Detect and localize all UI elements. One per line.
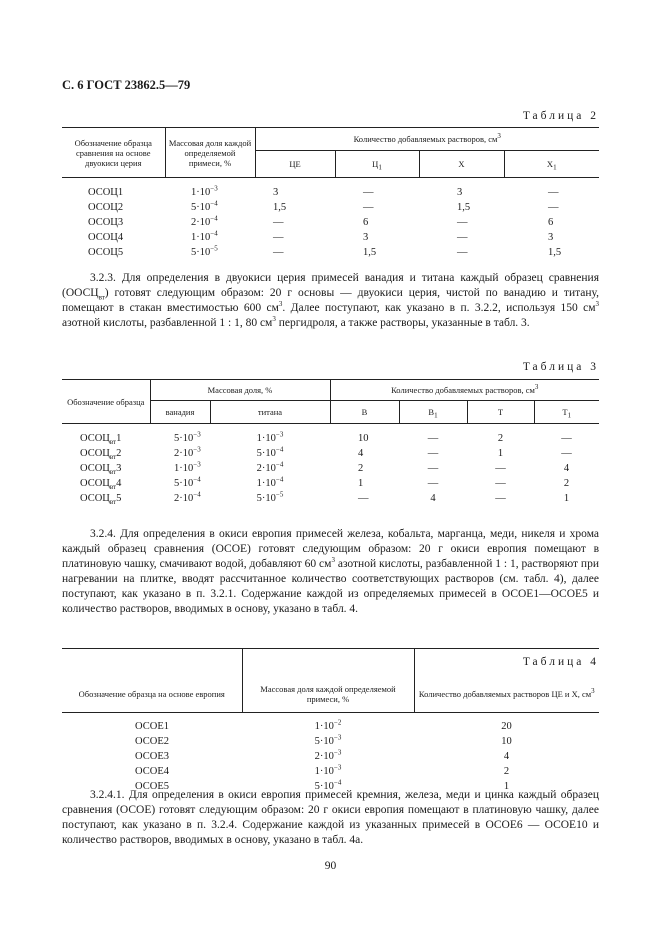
t2-cell-mass: $5\cdot 10^{-4}$ <box>191 199 218 213</box>
t3-cell-titanium: $1\cdot 10^{-4}$ <box>256 475 284 489</box>
t3-col-t1: $Т_1$ <box>534 401 599 424</box>
table-row <box>62 476 599 491</box>
t2-cell-v4: 6 <box>548 217 554 228</box>
table-row <box>62 446 599 461</box>
table-4-label: Таблица 4 <box>522 656 599 668</box>
t3-col-vanadium: ванадия <box>150 401 210 424</box>
t4-cell-name: ОСОЕ4 <box>135 766 169 777</box>
t2-cell-v2: 6 <box>363 217 369 228</box>
t4-cell-mass: $1\cdot 10^{-2}$ <box>314 718 342 732</box>
t3-cell-vanadium: $5\cdot 10^{-3}$ <box>174 430 201 444</box>
t2-cell-v4: 3 <box>548 232 554 243</box>
t4-cell-mass: $2\cdot 10^{-3}$ <box>314 748 342 762</box>
t3-cell-titanium: $5\cdot 10^{-4}$ <box>256 445 284 459</box>
t2-cell-v1: — <box>273 247 284 258</box>
t4-header-qty: Количество добавляемых растворов ЦЕ и Х, $см^3$ <box>418 687 595 699</box>
paragraph-3-2-4-1: 3.2.4.1. Для определения в окиси европия примесей кремния, железа, меди и цинка каждый образец сравнения (ОСОЕ) готовят следующим образом: 20 г окиси европия помещают в платиновую чашку, далее поступают, как указано в п. 3.2.4. Содержание каждой из указанных примесей в ОСОЕ6 — ОСОЕ10 и количество растворов, вводимых в основу, указано в табл. 4а. <box>62 789 599 846</box>
t3-cell-name: $ОСОЦ_{вт}1$ <box>80 433 122 447</box>
t2-cell-mass: $2\cdot 10^{-4}$ <box>191 214 218 228</box>
t3-cell-v3: — <box>495 478 506 489</box>
t2-cell-v3: — <box>457 247 468 258</box>
t3-cell-v1: 2 <box>358 463 364 474</box>
t4-header-sample: Обозначение образца на основе европия <box>62 649 242 713</box>
t2-cell-v3: 3 <box>457 187 463 198</box>
t2-cell-v2: — <box>363 202 374 213</box>
page-number: 90 <box>324 860 337 872</box>
t2-cell-v1: — <box>273 232 284 243</box>
t4-cell-qty: 2 <box>503 766 510 777</box>
t3-cell-v2: — <box>427 433 439 444</box>
t3-cell-vanadium: $2\cdot 10^{-4}$ <box>174 490 201 504</box>
t3-header-qty: Количество добавляемых растворов, $см^3$ <box>391 383 539 395</box>
t3-cell-v1: 4 <box>358 448 364 459</box>
t2-cell-v4: — <box>548 187 559 198</box>
page-header: С. 6 ГОСТ 23862.5—79 <box>62 78 191 92</box>
t3-cell-v2: — <box>427 463 439 474</box>
t3-cell-v4: — <box>561 448 572 459</box>
t3-cell-vanadium: $5\cdot 10^{-4}$ <box>174 475 201 489</box>
t3-cell-v4: 4 <box>563 463 570 474</box>
t2-cell-v2: 3 <box>363 232 369 243</box>
t4-cell-mass: $5\cdot 10^{-4}$ <box>314 778 342 792</box>
t3-cell-name: $ОСОЦ_{вт}3$ <box>80 463 122 477</box>
t3-header-mass: Массовая доля, % <box>150 380 330 401</box>
t2-cell-name: ОСОЦ3 <box>88 217 124 228</box>
t3-cell-v4: 2 <box>563 478 570 489</box>
t4-cell-name: ОСОЕ2 <box>135 736 169 747</box>
t2-cell-v1: 3 <box>273 187 279 198</box>
t3-col-t: Т <box>467 401 534 424</box>
t2-cell-v3: — <box>457 217 468 228</box>
t2-cell-v3: — <box>457 232 468 243</box>
t3-cell-v3: — <box>495 493 506 504</box>
t3-cell-vanadium: $2\cdot 10^{-3}$ <box>174 445 201 459</box>
table-4 <box>62 648 599 794</box>
t2-cell-v3: 1,5 <box>457 202 471 213</box>
table-3-label: Таблица 3 <box>522 361 599 373</box>
t2-header-mass: Массовая доля каждой определяемой примеси, % <box>165 128 255 178</box>
t3-col-b1: $В_1$ <box>399 401 467 424</box>
t2-cell-v1: — <box>273 217 284 228</box>
t3-cell-v4: — <box>561 433 572 444</box>
paragraph-3-2-3: 3.2.3. Для определения в двуокиси церия примесей ванадия и титана каждый образец сравнения $(ООСЦ_{вт})$ готовят следующим образом: 20 г основы — двуокиси церия, чистой по ванадию и титану, помещают в стакан вместимостью 600 $см^3$. Далее поступают, как указано в п. 3.2.2, используя 150 $см^3$ азотной кислоты, разбавленной 1 : 1, 80 $см^3$ пергидроля, а также растворы, указанные в табл. 3. <box>62 272 599 329</box>
t2-cell-name: ОСОЦ5 <box>88 247 124 258</box>
t3-cell-v2: — <box>427 448 439 459</box>
t3-header-sample: Обозначение образца <box>62 380 150 424</box>
t2-cell-mass: $5\cdot 10^{-5}$ <box>191 244 218 258</box>
t2-col-x1: $Х_1$ <box>504 151 599 178</box>
table-row <box>62 178 599 201</box>
t2-cell-v1: 1,5 <box>273 202 287 213</box>
t3-cell-name: $ОСОЦ_{вт}2$ <box>80 448 122 462</box>
paragraph-3-2-4: 3.2.4. Для определения в окиси европия примесей железа, кобальта, марганца, меди, никеля и хрома каждый образец сравнения (ОСОЕ) готовят следующим образом: 20 г окиси европия помещают в платиновую чашку, смачивают водой, добавляют 60 $см^3$ азотной кислоты, разбавленной 1 : 1, растворяют при нагревании на плитке, вводят рассчитанное количество соответствующих растворов (см. табл. 4), далее поступают, как указано в п. 3.2.1. Содержание каждой из определяемых примесей в ОСОЕ1—ОСОЕ5 и количество растворов, вводимых в основу, указано в табл. 4. <box>62 528 599 615</box>
t3-cell-v1: 10 <box>358 433 369 444</box>
table-2 <box>62 127 599 260</box>
table-row <box>62 734 599 749</box>
t3-cell-v3: — <box>495 463 506 474</box>
t3-cell-titanium: $1\cdot 10^{-3}$ <box>256 430 284 444</box>
t2-col-x: Х <box>419 151 504 178</box>
t2-col-c1: $Ц_1$ <box>335 151 419 178</box>
t3-col-titanium: титана <box>210 401 330 424</box>
t4-cell-qty: 10 <box>501 736 512 747</box>
t3-cell-v4: 1 <box>563 493 570 504</box>
table-row <box>62 713 599 735</box>
t4-cell-qty: 4 <box>503 751 510 762</box>
t4-cell-name: ОСОЕ5 <box>135 781 169 792</box>
t2-cell-mass: $1\cdot 10^{-4}$ <box>191 229 218 243</box>
t3-cell-v3: 1 <box>497 448 504 459</box>
t2-cell-v4: — <box>548 202 559 213</box>
t2-cell-v2: 1,5 <box>363 247 377 258</box>
table-row <box>62 200 599 215</box>
t3-cell-v2: — <box>427 478 439 489</box>
t3-cell-v3: 2 <box>497 433 504 444</box>
t4-header-mass: Массовая доля каждой определяемой примеси, % <box>242 649 414 713</box>
table-3 <box>62 379 599 506</box>
t4-cell-qty: 20 <box>501 721 512 732</box>
table-2-label: Таблица 2 <box>522 110 599 122</box>
t3-cell-name: $ОСОЦ_{вт}5$ <box>80 493 122 507</box>
t2-cell-name: ОСОЦ1 <box>88 187 124 198</box>
table-row <box>62 749 599 764</box>
table-row <box>62 764 599 779</box>
t3-cell-titanium: $5\cdot 10^{-5}$ <box>256 490 284 504</box>
t2-cell-v4: 1,5 <box>548 247 562 258</box>
t2-header-qty: Количество добавляемых растворов, $см^3$ <box>353 132 501 144</box>
t3-cell-titanium: $2\cdot 10^{-4}$ <box>256 460 284 474</box>
t2-header-sample: Обозначение образца сравнения на основе двуокиси церия <box>62 128 165 178</box>
t2-cell-name: ОСОЦ4 <box>88 232 124 243</box>
t2-col-ce: ЦЕ <box>255 151 335 178</box>
table-row <box>62 230 599 245</box>
t3-cell-vanadium: $1\cdot 10^{-3}$ <box>174 460 201 474</box>
t2-cell-name: ОСОЦ2 <box>88 202 124 213</box>
t3-cell-name: $ОСОЦ_{вт}4$ <box>80 478 122 492</box>
t2-cell-mass: $1\cdot 10^{-3}$ <box>191 184 218 198</box>
t3-cell-v2: 4 <box>430 493 436 504</box>
t3-cell-v1: — <box>358 493 369 504</box>
table-row <box>62 215 599 230</box>
t4-cell-name: ОСОЕ3 <box>135 751 169 762</box>
t4-cell-qty: 1 <box>503 781 510 792</box>
t3-cell-v1: 1 <box>358 478 364 489</box>
t4-cell-name: ОСОЕ1 <box>135 721 169 732</box>
table-row <box>62 245 599 260</box>
table-row <box>62 491 599 506</box>
t3-col-b: В <box>330 401 399 424</box>
table-row <box>62 424 599 447</box>
t2-cell-v2: — <box>363 187 374 198</box>
t4-cell-mass: $5\cdot 10^{-3}$ <box>314 733 342 747</box>
table-row <box>62 461 599 476</box>
t4-cell-mass: $1\cdot 10^{-3}$ <box>314 763 342 777</box>
